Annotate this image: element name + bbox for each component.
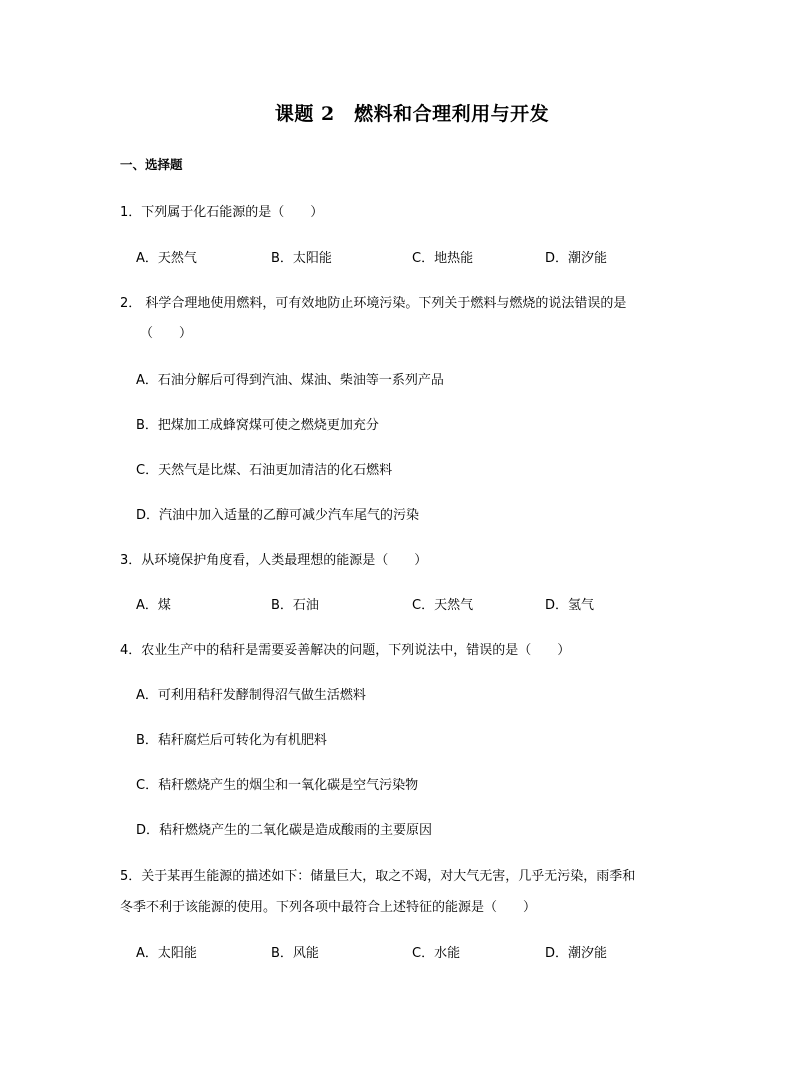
option-d: D．潮汐能 (545, 251, 608, 266)
option-d: D．秸秆燃烧产生的二氧化碳是造成酸雨的主要原因 (136, 823, 433, 838)
option-a: A．太阳能 (136, 946, 197, 961)
option-a: A．煤 (136, 598, 171, 613)
question-stem: 3．从环境保护角度看，人类最理想的能源是（ ） (120, 553, 428, 568)
option-a: A．石油分解后可得到汽油、煤油、柴油等一系列产品 (136, 373, 444, 388)
question-stem-line-2: 冬季不利于该能源的使用。下列各项中最符合上述特征的能源是（ ） (120, 900, 537, 915)
option-a: A．可利用秸秆发酵制得沼气做生活燃料 (136, 688, 366, 703)
option-b: B．把煤加工成蜂窝煤可使之燃烧更加充分 (136, 418, 379, 433)
option-c: C．水能 (412, 946, 461, 961)
question-stem-line-2: （ ） (140, 326, 193, 341)
option-d: D．潮汐能 (545, 946, 608, 961)
page-title: 课题 2 燃料和合理利用与开发 (274, 103, 550, 125)
section-heading: 一、选择题 (120, 157, 183, 172)
question-stem-line-1: 2． 科学合理地使用燃料，可有效地防止环境污染。下列关于燃料与燃烧的说法错误的是 (120, 296, 627, 311)
question-stem-line-1: 5．关于某再生能源的描述如下：储量巨大，取之不竭，对大气无害，几乎无污染，雨季和 (120, 869, 636, 884)
question-stem: 4．农业生产中的秸秆是需要妥善解决的问题，下列说法中，错误的是（ ） (120, 643, 571, 658)
option-c: C．天然气 (412, 598, 474, 613)
option-c: C．天然气是比煤、石油更加清洁的化石燃料 (136, 463, 393, 478)
option-b: B．秸秆腐烂后可转化为有机肥料 (136, 733, 327, 748)
option-c: C．地热能 (412, 251, 474, 266)
option-a: A．天然气 (136, 251, 197, 266)
option-b: B．风能 (271, 946, 319, 961)
question-stem: 1．下列属于化石能源的是（ ） (120, 205, 324, 220)
option-b: B．太阳能 (271, 251, 332, 266)
option-b: B．石油 (271, 598, 319, 613)
option-d: D．汽油中加入适量的乙醇可减少汽车尾气的污染 (136, 508, 420, 523)
option-d: D．氢气 (545, 598, 595, 613)
option-c: C．秸秆燃烧产生的烟尘和一氧化碳是空气污染物 (136, 778, 419, 793)
